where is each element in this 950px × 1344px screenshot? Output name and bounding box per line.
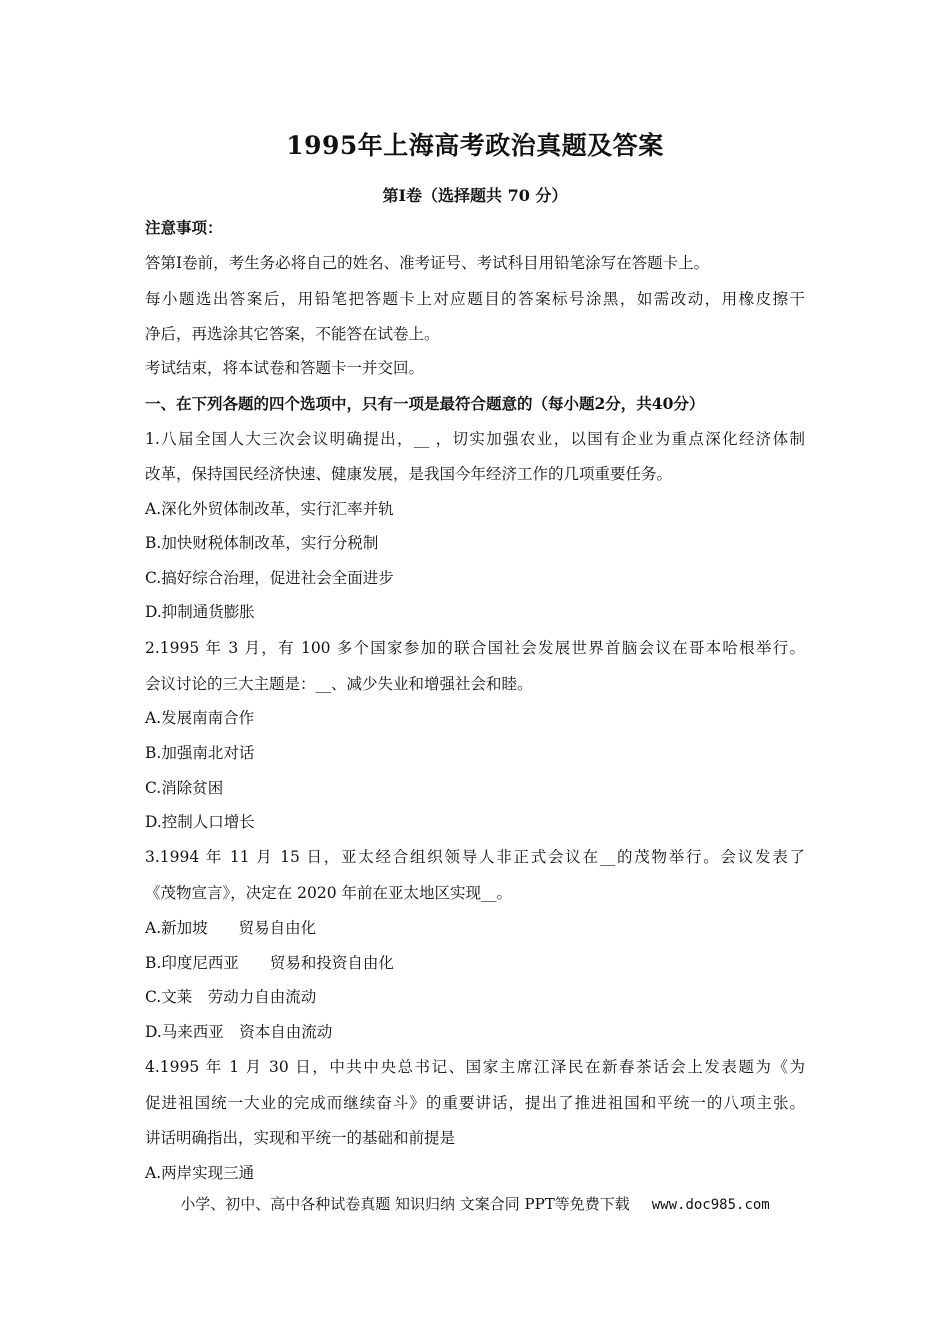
notice-heading: 注意事项： [145,218,223,237]
question-1-stem: 1.八届全国人大三次会议明确提出，__ ，切实加强农业，以国有企业为重点深化经济体制 [145,430,805,448]
question-1-stem: 改革，保持国民经济快速、健康发展，是我国今年经济工作的几项重要任务。 [145,465,673,483]
question-3-option-a: A.新加坡 贸易自由化 [145,919,317,937]
notice-line: 每小题选出答案后，用铅笔把答题卡上对应题目的答案标号涂黑，如需改动，用橡皮擦干 [145,290,805,308]
document-title: 1995年上海高考政治真题及答案 [286,131,664,160]
question-2-option-b: B.加强南北对话 [145,744,255,762]
question-3-option-c: C.文莱 劳动力自由流动 [145,988,317,1006]
question-2-option-c: C.消除贫困 [145,779,224,797]
question-4-stem: 促进祖国统一大业的完成而继续奋斗》的重要讲话，提出了推进祖国和平统一的八项主张。 [145,1094,805,1112]
page-footer [0,1193,950,1214]
question-3-stem: 《茂物宣言》，决定在 2020 年前在亚太地区实现__。 [145,884,513,902]
question-2-stem: 会议讨论的三大主题是：__、减少失业和增强社会和睦。 [145,675,533,693]
question-2-option-a: A.发展南南合作 [145,709,255,727]
section-subtitle: 第Ⅰ卷（选择题共 70 分） [382,186,568,205]
notice-line: 考试结束，将本试卷和答题卡一并交回。 [145,359,425,377]
question-4-stem: 4.1995 年 1 月 30 日，中共中央总书记、国家主席江泽民在新春茶话会上发表题为《为 [145,1058,805,1076]
question-3-option-b: B.印度尼西亚 贸易和投资自由化 [145,954,394,972]
notice-line: 答第Ⅰ卷前，考生务必将自己的姓名、准考证号、考试科目用铅笔涂写在答题卡上。 [145,254,710,272]
question-4-option-a: A.两岸实现三通 [145,1164,255,1182]
footer-site-link[interactable]: www.doc985.com [651,1197,770,1213]
question-1-option-a: A.深化外贸体制改革，实行汇率并轨 [145,500,394,518]
question-1-option-d: D.抑制通货膨胀 [145,603,255,621]
footer-text: 小学、初中、高中各种试卷真题 知识归纳 文案合同 PPT等免费下载 [180,1195,630,1213]
notice-line: 净后，再选涂其它答案，不能答在试卷上。 [145,325,440,343]
section-heading: 一、在下列各题的四个选项中，只有一项是最符合题意的（每小题2分，共40分） [145,394,705,413]
question-1-option-c: C.搞好综合治理，促进社会全面进步 [145,569,394,587]
question-1-option-b: B.加快财税体制改革，实行分税制 [145,534,379,552]
question-3-option-d: D.马来西亚 资本自由流动 [145,1023,333,1041]
question-2-stem: 2.1995 年 3 月，有 100 多个国家参加的联合国社会发展世界首脑会议在哥本哈根举行。 [145,639,805,657]
question-2-option-d: D.控制人口增长 [145,813,255,831]
question-4-stem: 讲话明确指出，实现和平统一的基础和前提是 [145,1129,456,1147]
question-3-stem: 3.1994 年 11 月 15 日，亚太经合组织领导人非正式会议在__的茂物举行。会议发表了 [145,848,805,866]
